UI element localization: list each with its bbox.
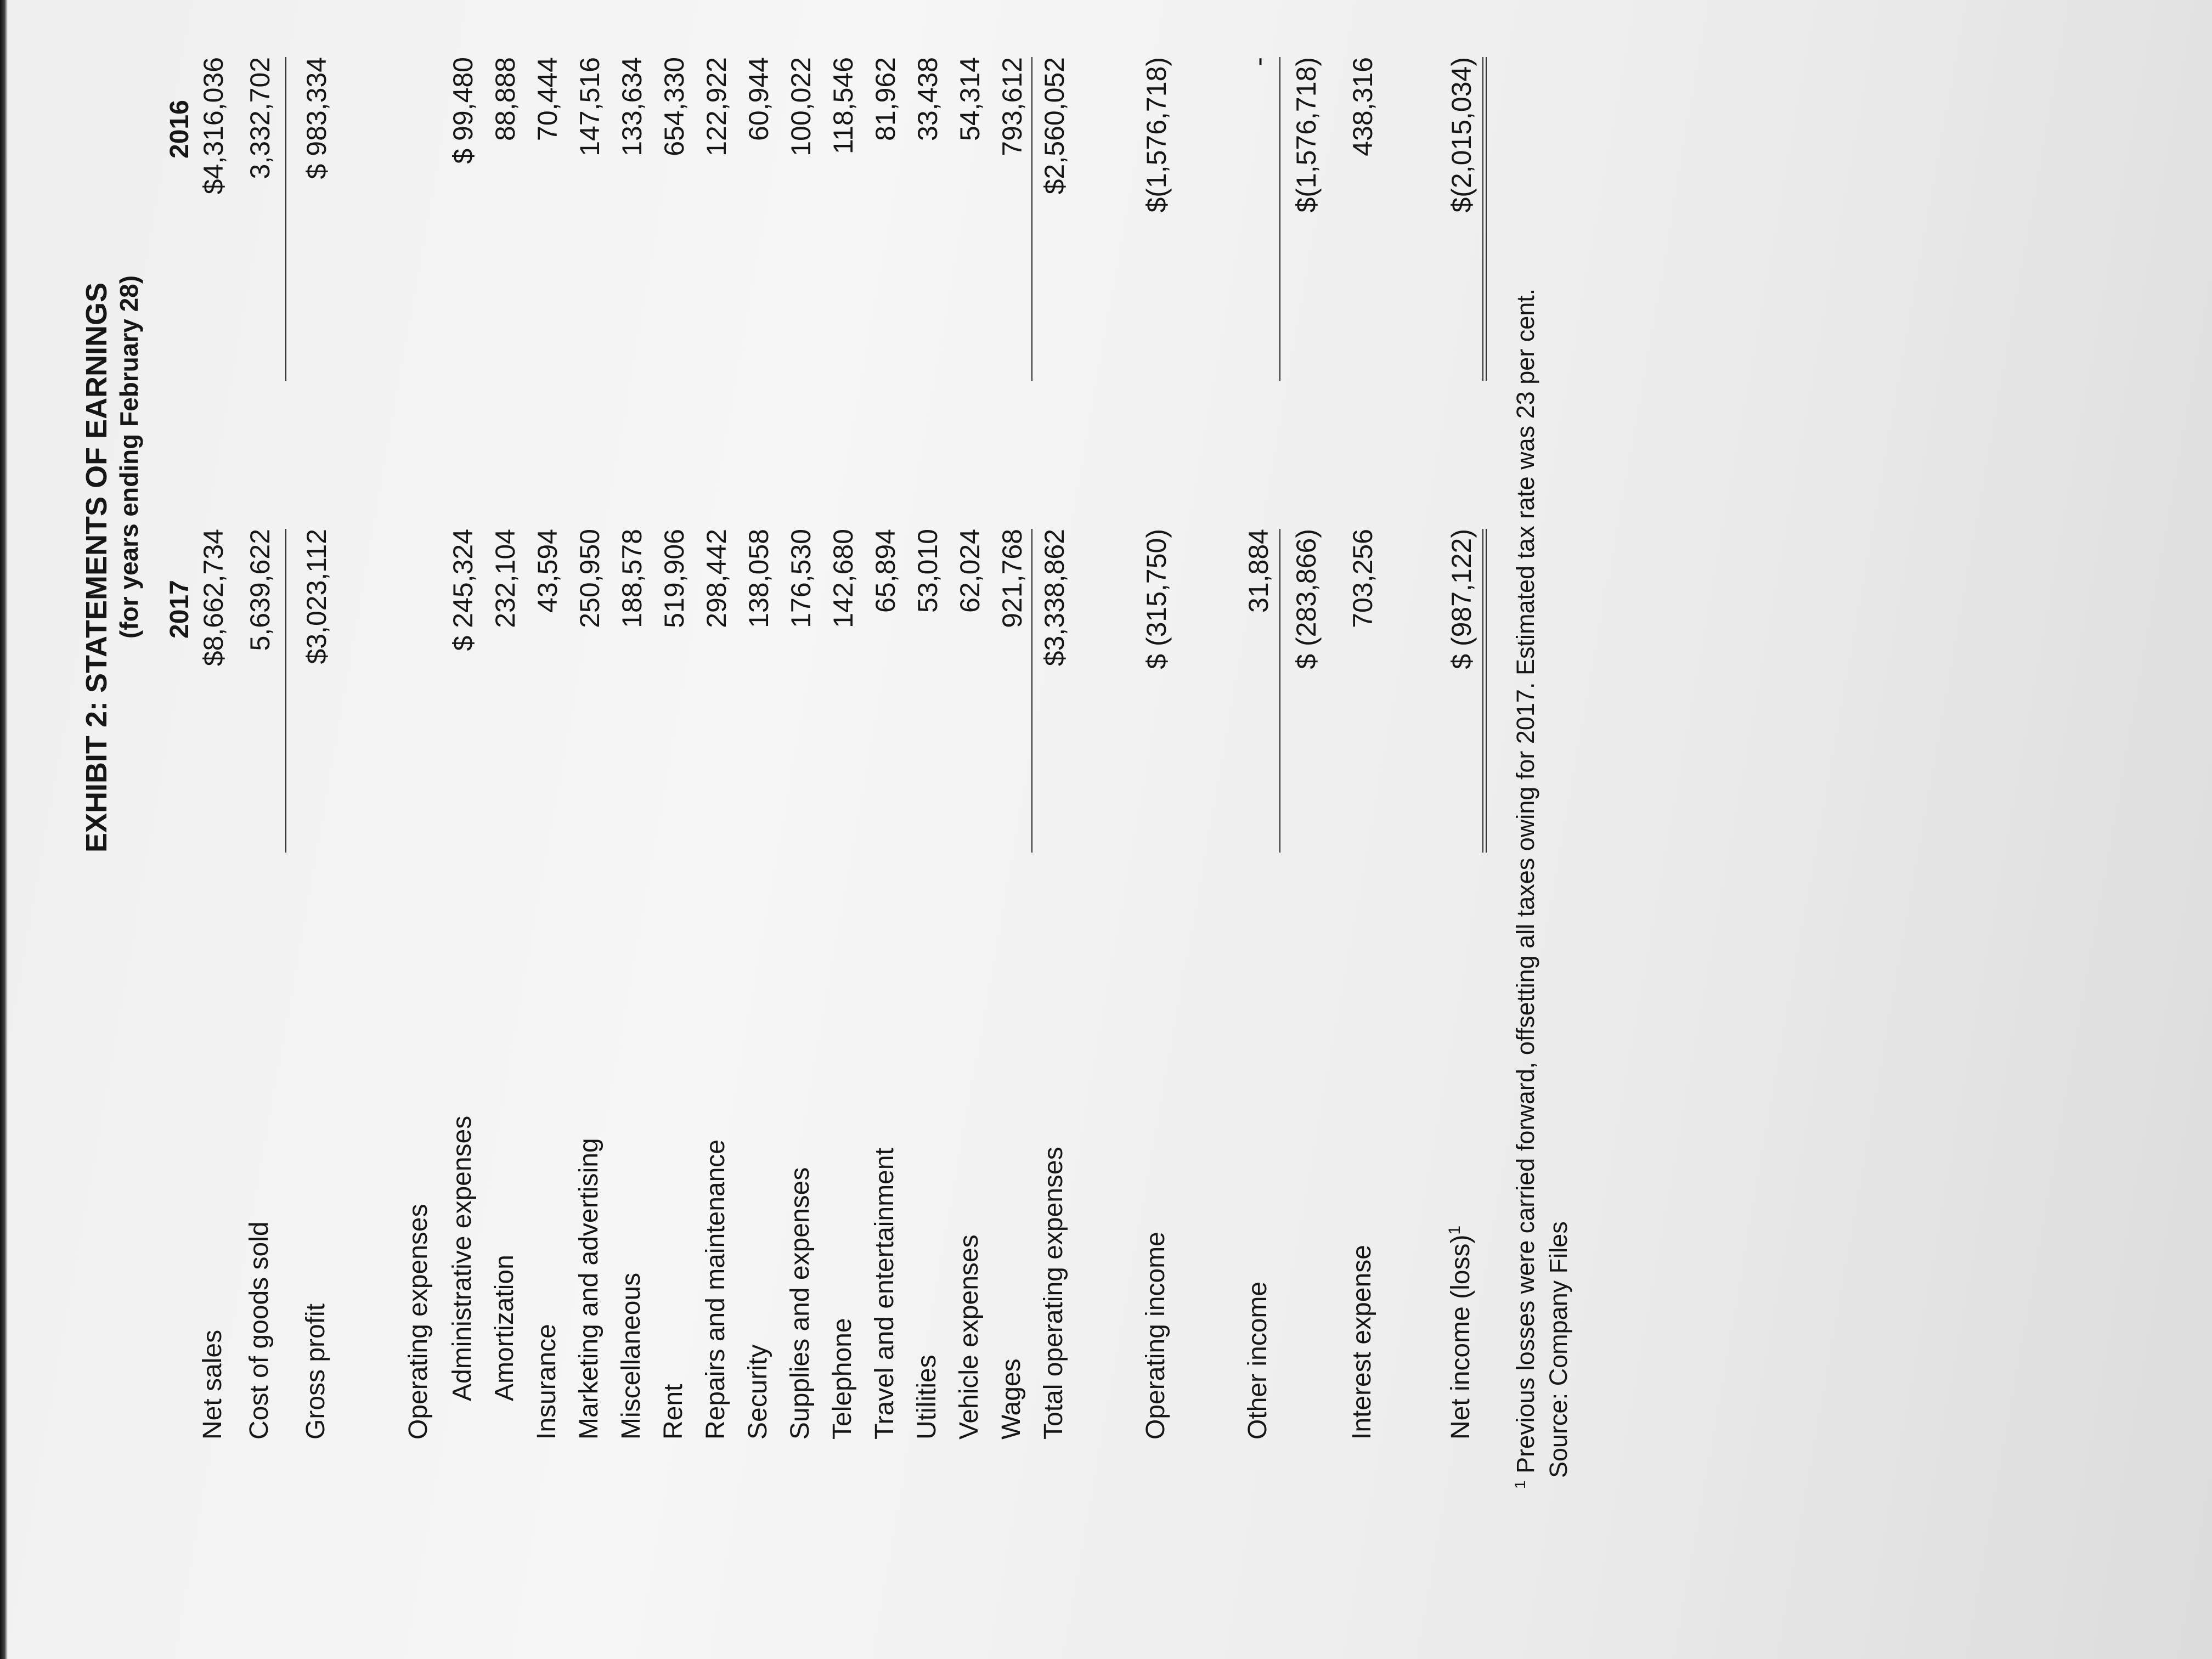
rent-2016: 654,330 [659,57,690,156]
misc-2016: 133,634 [617,57,647,156]
cogs-underline-2016 [285,57,286,381]
cogs-2017: 5,639,622 [245,529,275,651]
other-income-underline-2017 [1279,529,1280,853]
net-income-2016: $(2,015,034) [1446,57,1477,213]
other-income-underline-2016 [1279,57,1280,381]
operating-income-label: Operating income [1141,1232,1170,1440]
supplies-label: Supplies and expenses [786,1167,815,1440]
year-header-2017: 2017 [165,580,194,639]
interest-expense-2016: 438,316 [1347,57,1378,156]
amortization-2016: 88,888 [490,57,521,141]
misc-2017: 188,578 [617,529,647,628]
footnote-text: Previous losses were carried forward, offsetting all taxes owing for 2017. Estimated tax rate was 23 per cent. [1511,288,1539,1474]
supplies-2016: 100,022 [786,57,816,156]
admin-2017: $ 245,324 [448,529,478,651]
vehicle-2017: 62,024 [955,529,985,613]
insurance-2017: 43,594 [532,529,563,613]
operating-income-2017: $ (315,750) [1141,529,1172,669]
total-opex-2016: $2,560,052 [1039,57,1070,195]
utilities-2017: 53,010 [912,529,943,613]
net-income-label [1446,1226,1476,1440]
supplies-2017: 176,530 [786,529,816,628]
opex-header: Operating expenses [404,1204,433,1440]
wages-underline-2017 [1031,529,1032,853]
subtotal-2016: $(1,576,718) [1291,57,1322,213]
net-income-double-underline-2016 [1482,57,1487,381]
footnote [1511,289,1540,1489]
security-2016: 60,944 [743,57,774,141]
other-income-2016: - [1243,57,1274,66]
marketing-label: Marketing and advertising [574,1138,603,1440]
marketing-2017: 250,950 [574,529,605,628]
telephone-label: Telephone [828,1318,857,1440]
other-income-2017: 31,884 [1243,529,1274,613]
rent-2017: 519,906 [659,529,690,628]
interest-expense-2017: 703,256 [1347,529,1378,628]
amortization-2017: 232,104 [490,529,521,628]
insurance-label: Insurance [532,1324,561,1440]
interest-expense-label: Interest expense [1347,1245,1376,1440]
operating-income-2016: $(1,576,718) [1141,57,1172,213]
net-income-footnote-marker: 1 [1446,1225,1464,1235]
exhibit-subtitle: (for years ending February 28) [115,275,143,639]
cogs-label: Cost of goods sold [245,1221,274,1440]
net-sales-2017: $8,662,734 [198,529,229,667]
gross-profit-2016: $ 983,334 [301,57,332,179]
security-label: Security [743,1344,772,1440]
misc-label: Miscellaneous [617,1272,646,1440]
marketing-2016: 147,516 [574,57,605,156]
repairs-2017: 298,442 [701,529,732,628]
other-income-label: Other income [1243,1281,1272,1440]
repairs-label: Repairs and maintenance [701,1139,730,1440]
wages-underline-2016 [1031,57,1032,381]
net-sales-label: Net sales [198,1329,227,1440]
travel-2016: 81,962 [870,57,901,141]
subtotal-2017: $ (283,866) [1291,529,1322,669]
travel-label: Travel and entertainment [870,1148,899,1440]
cogs-underline-2017 [285,529,286,853]
gross-profit-label: Gross profit [301,1303,330,1440]
net-income-double-underline-2017 [1482,529,1487,853]
net-sales-2016: $4,316,036 [198,57,229,195]
amortization-label: Amortization [490,1255,519,1401]
total-opex-2017: $3,338,862 [1039,529,1070,667]
telephone-2016: 118,546 [828,57,859,155]
total-opex-label: Total operating expenses [1039,1147,1068,1440]
net-income-2017: $ (987,122) [1446,529,1477,669]
travel-2017: 65,894 [870,529,901,613]
source-note: Source: Company Files [1544,1221,1572,1478]
cogs-2016: 3,332,702 [245,57,275,179]
wages-label: Wages [997,1358,1026,1440]
insurance-2016: 70,444 [532,57,563,141]
year-header-2016: 2016 [165,100,194,159]
repairs-2016: 122,922 [701,57,732,156]
exhibit-title: EXHIBIT 2: STATEMENTS OF EARNINGS [80,282,113,853]
net-income-label-text: Net income (loss) [1446,1234,1475,1440]
vehicle-2016: 54,314 [955,57,985,141]
wages-2017: 921,768 [997,529,1028,628]
utilities-label: Utilities [912,1355,941,1440]
utilities-2016: 33,438 [912,57,943,141]
admin-label: Administrative expenses [448,1115,477,1401]
footnote-marker: 1 [1511,1480,1528,1489]
vehicle-label: Vehicle expenses [955,1234,984,1440]
gross-profit-2017: $3,023,112 [301,529,332,664]
wages-2016: 793,612 [997,57,1028,156]
admin-2016: $ 99,480 [448,57,478,164]
rent-label: Rent [659,1384,688,1440]
telephone-2017: 142,680 [828,529,859,628]
security-2017: 138,058 [743,529,774,628]
